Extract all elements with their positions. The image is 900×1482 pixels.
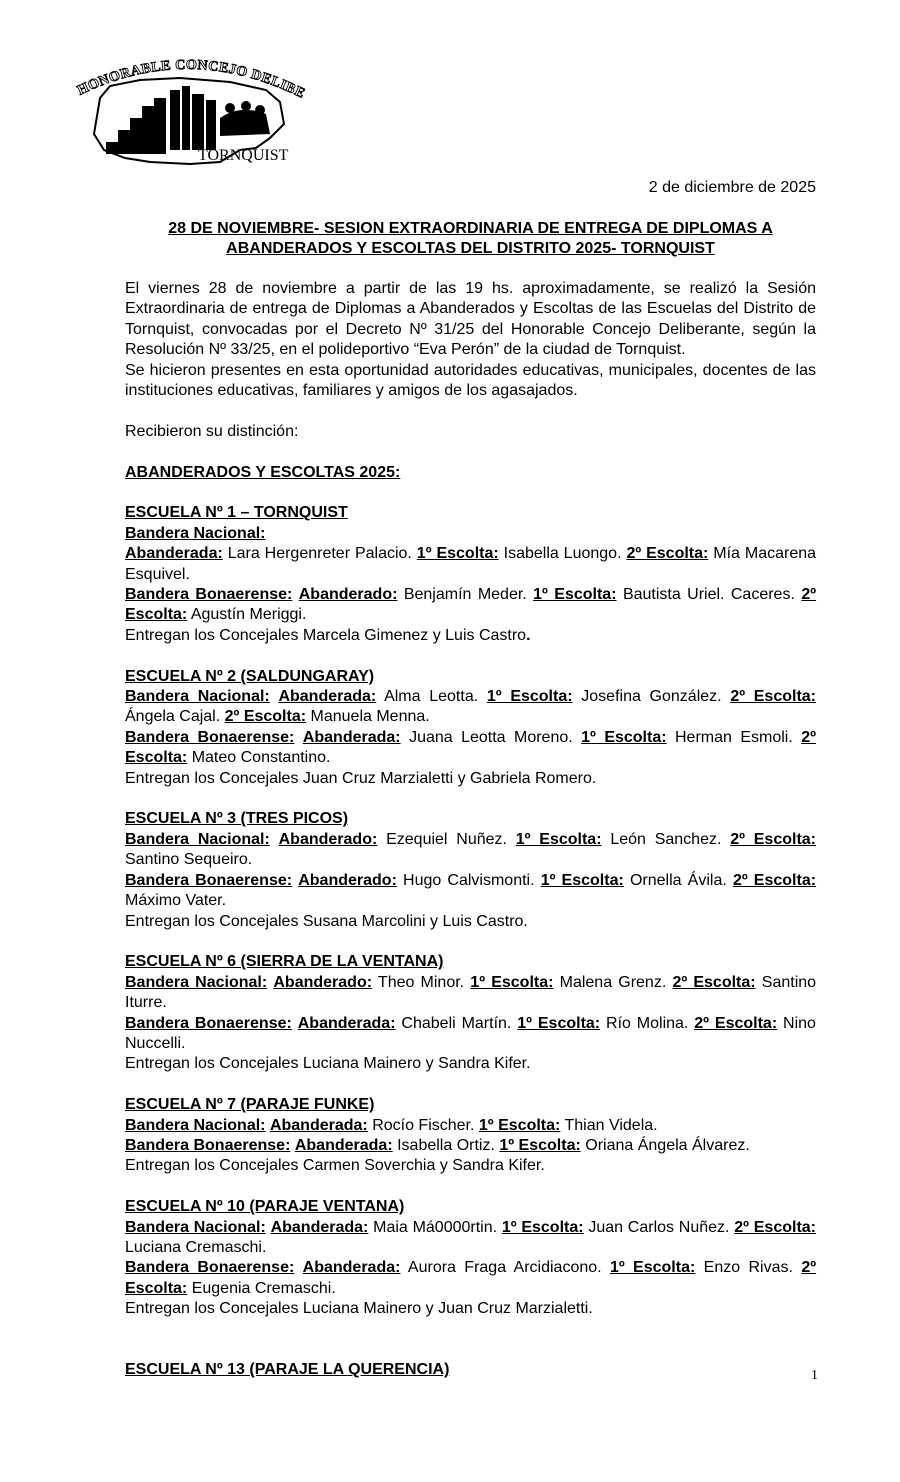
entregan-line: Entregan los Concejales Luciana Mainero y Juan Cruz Marzialetti. [125, 1300, 593, 1318]
school-title: ESCUELA Nº 13 (PARAJE LA QUERENCIA) [125, 1361, 450, 1379]
heading-line-2: ABANDERADOS Y ESCOLTAS DEL DISTRITO 2025- TORNQUIST [226, 240, 715, 257]
school-block [125, 952, 816, 1074]
bonaerense-line: Bandera Bonaerense: Abanderada: Isabella Ortiz. 1º Escolta: Oriana Ángela Álvarez. [125, 1136, 750, 1154]
bonaerense-line: Bandera Bonaerense: Abanderada: Aurora Fraga Arcidiacono. 1º Escolta: Enzo Rivas. 2º Escolta: Eugenia Cremaschi. [125, 1259, 817, 1297]
school-title: ESCUELA Nº 6 (SIERRA DE LA VENTANA) [125, 953, 444, 971]
bonaerense-line: Bandera Bonaerense: Abanderado: Hugo Calvismonti. 1º Escolta: Ornella Ávila. 2º Escolta: Máximo Vater. [125, 871, 817, 910]
received-line: Recibieron su distinción: [125, 422, 299, 440]
svg-text:HONORABLE CONCEJO DELIBERANTE: HONORABLE CONCEJO DELIBE [75, 57, 308, 102]
school-block [125, 809, 816, 931]
heading-line-1: 28 DE NOVIEMBRE- SESION EXTRAORDINARIA DE ENTREGA DE DIPLOMAS A [168, 220, 773, 237]
school-title: ESCUELA Nº 10 (PARAJE VENTANA) [125, 1198, 405, 1216]
nacional-line: Bandera Nacional: Abanderada: Maia Má0000rtin. 1º Escolta: Juan Carlos Nuñez. 2º Escolta: Luciana Cremaschi. [125, 1218, 816, 1256]
school-block [125, 1197, 816, 1319]
document-body [125, 279, 816, 1381]
svg-text:TORNQUIST: TORNQUIST [198, 147, 289, 164]
entregan-line: Entregan los Concejales Juan Cruz Marzialetti y Gabriela Romero. [125, 769, 597, 787]
school-block [125, 667, 816, 789]
document-heading [125, 219, 816, 259]
nacional-label: Bandera Nacional: [125, 524, 266, 542]
school-block [125, 503, 816, 646]
school-title: ESCUELA Nº 3 (TRES PICOS) [125, 810, 349, 828]
nacional-line: Bandera Nacional: Abanderado: Theo Minor. 1º Escolta: Malena Grenz. 2º Escolta: Santino Iturre. [125, 973, 817, 1012]
intro-paragraph: El viernes 28 de noviembre a partir de las 19 hs. aproximadamente, se realizó la Sesión Extraordinaria de entrega de Diplomas a Abanderados y Escoltas de las Escuelas del Distrito de Tornquist, convocadas por el Decreto Nº 31/25 del Honorable Concejo Deliberante, según la Resolución Nº 33/25, en el polideportivo “Eva Perón” de la ciudad de Tornquist. [125, 280, 816, 359]
bonaerense-line: Bandera Bonaerense: Abanderada: Chabeli Martín. 1º Escolta: Río Molina. 2º Escolta: Nino Nuccelli. [125, 1014, 816, 1052]
attendance-paragraph: Se hicieron presentes en esta oportunidad autoridades educativas, municipales, docentes de las instituciones educativas, familiares y amigos de los agasajados. [125, 361, 816, 400]
bonaerense-line: Bandera Bonaerense: Abanderada: Juana Leotta Moreno. 1º Escolta: Herman Esmoli. 2º Escolta: Mateo Constantino. [125, 728, 816, 767]
section-title: ABANDERADOS Y ESCOLTAS 2025: [125, 463, 401, 481]
nacional-line: Bandera Nacional: Abanderado: Ezequiel Nuñez. 1º Escolta: León Sanchez. 2º Escolta: Santino Sequeiro. [125, 830, 816, 869]
nacional-line: Bandera Nacional: Abanderada: Alma Leotta. 1º Escolta: Josefina González. 2º Escolta: Ángela Cajal. 2º Escolta: Manuela Menna. [125, 688, 816, 726]
school-title: ESCUELA Nº 1 – TORNQUIST [125, 504, 348, 522]
nacional-line: Bandera Nacional: Abanderada: Rocío Fischer. 1º Escolta: Thian Videla. [125, 1116, 658, 1134]
nacional-line: Abanderada: Lara Hergenreter Palacio. 1º Escolta: Isabella Luongo. 2º Escolta: Mía Macarena Esquivel. [125, 545, 817, 583]
entregan-line: Entregan los Concejales Luciana Mainero y Sandra Kifer. [125, 1055, 531, 1073]
page-number: 1 [811, 1368, 818, 1383]
entregan-line: Entregan los Concejales Marcela Gimenez y Luis Castro. [125, 626, 531, 644]
school-block [125, 1360, 816, 1380]
bonaerense-line: Bandera Bonaerense: Abanderado: Benjamín Meder. 1º Escolta: Bautista Uriel. Caceres. 2º Escolta: Agustín Meriggi. [125, 586, 817, 624]
school-title: ESCUELA Nº 2 (SALDUNGARAY) [125, 667, 375, 685]
entregan-line: Entregan los Concejales Carmen Soverchia y Sandra Kifer. [125, 1157, 545, 1175]
school-block [125, 1095, 816, 1177]
entregan-line: Entregan los Concejales Susana Marcolini y Luis Castro. [125, 912, 528, 930]
school-title: ESCUELA Nº 7 (PARAJE FUNKE) [125, 1096, 375, 1114]
council-logo [70, 38, 310, 168]
document-date: 2 de diciembre de 2025 [648, 179, 816, 196]
